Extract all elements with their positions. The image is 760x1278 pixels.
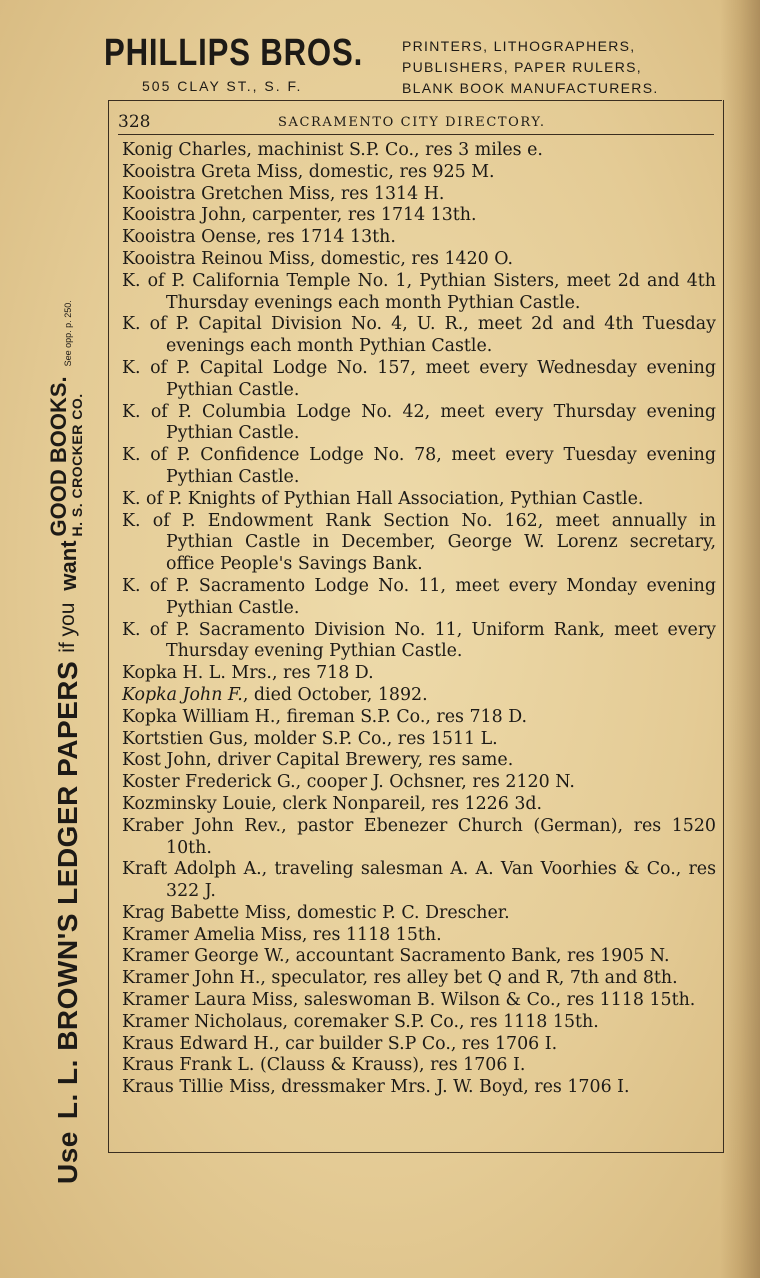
page-number: 328 (118, 112, 151, 132)
printer-address: 505 CLAY ST., S. F. (142, 78, 303, 94)
directory-entry (122, 685, 716, 707)
page-title: SACRAMENTO CITY DIRECTORY. (278, 115, 546, 130)
directory-entry: Kooistra John, carpenter, res 1714 13th. (122, 205, 477, 226)
directory-entry: Kopka H. L. Mrs., res 718 D. (122, 663, 374, 684)
directory-entry: K. of P. Endowment Rank Section No. 162, meet annually in Pythian Castle in December, George W. Lorenz secretary, office People's Savings Bank. (122, 510, 716, 575)
directory-entry: K. of P. Capital Division No. 4, U. R., meet 2d and 4th Tuesday evenings each month Pythian Castle. (122, 314, 716, 357)
directory-entry: Kraus Edward H., car builder S.P Co., res 1706 I. (122, 1033, 558, 1054)
trade-line: PRINTERS, LITHOGRAPHERS, (402, 38, 636, 54)
directory-entries (122, 140, 716, 1099)
ad-stack-2 (46, 376, 87, 537)
directory-entry: K. of P. Confidence Lodge No. 78, meet every Tuesday evening Pythian Castle. (122, 445, 716, 487)
directory-entry: Kozminsky Louie, clerk Nonpareil, res 1226 3d. (122, 793, 543, 814)
directory-entry: K. of P. California Temple No. 1, Pythian Sisters, meet 2d and 4th Thursday evenings each month Pythian Castle. (122, 270, 716, 313)
directory-entry: Kramer Laura Miss, saleswoman B. Wilson & Co., res 1118 15th. (122, 990, 696, 1011)
directory-entry: Kortstien Gus, molder S.P. Co., res 1511 L. (122, 728, 498, 749)
printer-trades (402, 36, 659, 99)
directory-entry: Kraft Adolph A., traveling salesman A. A. Van Voorhies & Co., res 322 J. (122, 859, 716, 902)
directory-entry: Kraus Frank L. (Clauss & Krauss), res 1706 I. (122, 1055, 526, 1076)
ad-if-you: if you (56, 602, 79, 653)
directory-entry: Koster Frederick G., cooper J. Ochsner, res 2120 N. (122, 772, 575, 793)
directory-entry: Kramer George W., accountant Sacramento Bank, res 1905 N. (122, 946, 670, 967)
directory-entry: Konig Charles, machinist S.P. Co., res 3 miles e. (122, 140, 543, 160)
ad-crocker: H. S. CROCKER CO. (69, 393, 85, 537)
directory-entry: K. of P. Knights of Pythian Hall Association, Pythian Castle. (122, 488, 644, 509)
directory-entry: K. of P. Sacramento Lodge No. 11, meet every Monday evening Pythian Castle. (122, 575, 716, 618)
ad-good-books: GOOD BOOKS. (46, 376, 71, 537)
ad-stack (55, 540, 81, 591)
trade-line: BLANK BOOK MANUFACTURERS. (402, 80, 659, 96)
side-advertisement (48, 64, 88, 1184)
directory-entry: Kramer John H., speculator, res alley bet Q and R, 7th and 8th. (122, 968, 678, 989)
ad-want: want (55, 540, 81, 591)
directory-entry: Kraus Tillie Miss, dressmaker Mrs. J. W. Boyd, res 1706 I. (122, 1077, 630, 1098)
directory-entry: Kooistra Oense, res 1714 13th. (122, 227, 396, 248)
trade-line: PUBLISHERS, PAPER RULERS, (402, 59, 642, 75)
entry-text: , died October, 1892. (242, 684, 428, 705)
deceased-name: Kopka John F. (122, 684, 243, 705)
directory-entry: Kramer Amelia Miss, res 1118 15th. (122, 924, 442, 945)
printer-brand: PHILLIPS BROS. (104, 32, 364, 74)
ad-brand: L. L. BROWN'S LEDGER PAPERS (52, 660, 83, 1120)
page-edge-shadow (720, 0, 760, 1278)
page-header (118, 110, 714, 135)
directory-entry: Kooistra Reinou Miss, domestic, res 1420 O. (122, 248, 514, 269)
directory-entry: Kramer Nicholaus, coremaker S.P. Co., res 1118 15th. (122, 1011, 599, 1032)
directory-entry: K. of P. Sacramento Division No. 11, Uniform Rank, meet every Thursday evening Pythian Castle. (122, 619, 716, 662)
directory-entry: Kooistra Gretchen Miss, res 1314 H. (122, 183, 445, 204)
ad-see-note: See opp. p. 250. (63, 300, 73, 367)
advertisement-header (104, 28, 716, 98)
directory-entry: Kooistra Greta Miss, domestic, res 925 M. (122, 161, 495, 182)
directory-entry: Kraber John Rev., pastor Ebenezer Church (German), res 1520 10th. (122, 815, 716, 858)
ad-use: Use (52, 1131, 83, 1184)
directory-entry: Kost John, driver Capital Brewery, res same. (122, 750, 514, 771)
directory-entry: Krag Babette Miss, domestic P. C. Drescher. (122, 902, 510, 923)
directory-entry: K. of P. Capital Lodge No. 157, meet every Wednesday evening Pythian Castle. (122, 357, 716, 400)
directory-entry: K. of P. Columbia Lodge No. 42, meet every Thursday evening Pythian Castle. (122, 401, 716, 444)
directory-entry: Kopka William H., fireman S.P. Co., res 718 D. (122, 706, 528, 727)
